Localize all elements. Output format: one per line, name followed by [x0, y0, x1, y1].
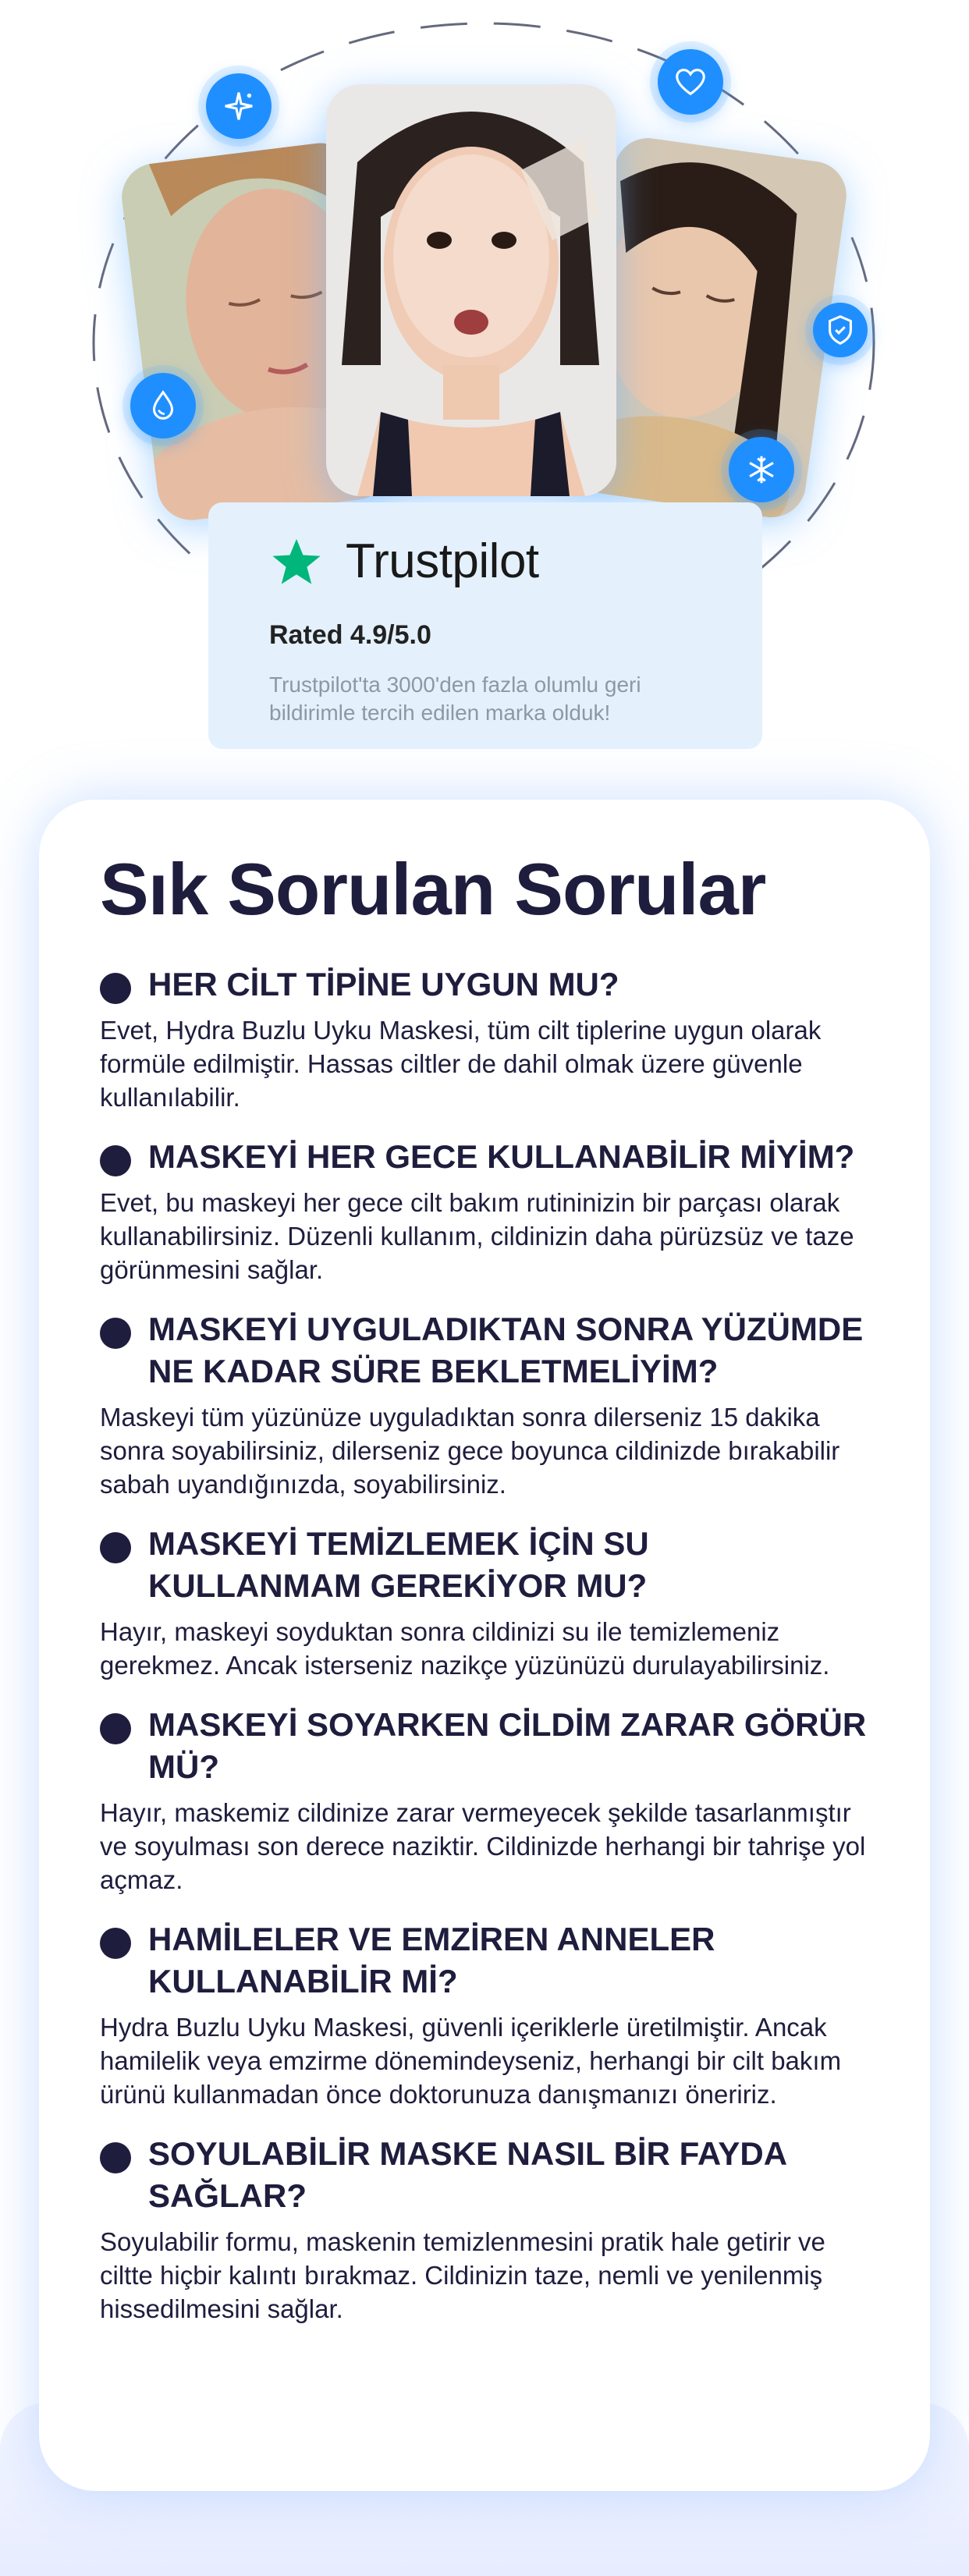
faq-answer: Maskeyi tüm yüzünüze uyguladıktan sonra dilerseniz 15 dakika sonra soyabilirsiniz, dilerseniz gece boyunca cildinizde bırakabilir sabah uyandığınızda, soyabilirsiniz. [100, 1403, 840, 1499]
faq-answer: Hayır, maskeyi soyduktan sonra cildinizi su ile temizlemeniz gerekmez. Ancak isterseniz nazikçe yüzünüzü durulayabilirsiniz. [100, 1617, 830, 1680]
faq-question-text: MASKEYİ HER GECE KULLANABİLİR MİYİM? [148, 1138, 855, 1175]
faq-answer: Hydra Buzlu Uyku Maskesi, güvenli içeriklerle üretilmiştir. Ancak hamilelik veya emzirme dönemindeyseniz, herhangi bir cilt bakım ürünü kullanmadan önce doktorunuza danışmanızı öneririz. [100, 2013, 842, 2109]
bullet-dot-icon [100, 1145, 131, 1176]
faq-question[interactable] [100, 1918, 869, 2003]
faq-answer: Evet, Hydra Buzlu Uyku Maskesi, tüm cilt tiplerine uygun olarak formüle edilmiştir. Hassas ciltler de dahil olmak üzere güvenle kullanılabilir. [100, 1016, 822, 1112]
trustpilot-rating: Rated 4.9/5.0 [269, 620, 431, 650]
faq-question-text: SOYULABİLİR MASKE NASIL BİR FAYDA SAĞLAR? [148, 2135, 786, 2214]
faq-question-text: MASKEYİ UYGULADIKTAN SONRA YÜZÜMDE NE KADAR SÜRE BEKLETMELİYİM? [148, 1311, 864, 1389]
trustpilot-description: Trustpilot'ta 3000'den fazla olumlu geri bildirimle tercih edilen marka olduk! [269, 672, 641, 725]
faq-question[interactable] [100, 963, 869, 1006]
model-photo-center [326, 84, 616, 496]
faq-item [100, 2133, 869, 2326]
faq-title: Sık Sorulan Sorular [100, 848, 766, 930]
trustpilot-header [269, 534, 701, 589]
faq-answer: Evet, bu maskeyi her gece cilt bakım rutininizin bir parçası olarak kullanabilirsiniz. Düzenli kullanım, cildinizin daha pürüzsüz ve taze görünmesini sağlar. [100, 1188, 854, 1284]
faq-item [100, 1918, 869, 2111]
trustpilot-card [208, 502, 762, 749]
faq-question[interactable] [100, 1523, 869, 1607]
faq-question-text: HAMİLELER VE EMZİREN ANNELER KULLANABİLİR Mİ? [148, 1921, 715, 1999]
faq-question[interactable] [100, 1136, 869, 1178]
heart-icon [658, 49, 723, 115]
faq-item [100, 1308, 869, 1501]
trustpilot-name: Trustpilot [346, 534, 539, 588]
faq-question[interactable] [100, 1308, 869, 1393]
faq-question-text: HER CİLT TİPİNE UYGUN MU? [148, 966, 619, 1002]
water-drop-icon [130, 373, 196, 438]
faq-item [100, 1523, 869, 1682]
hero-section [0, 0, 969, 765]
faq-item [100, 1704, 869, 1897]
snowflake-icon [729, 437, 794, 502]
faq-item [100, 1136, 869, 1286]
faq-item [100, 963, 869, 1114]
bullet-dot-icon [100, 1318, 131, 1349]
bullet-dot-icon [100, 1713, 131, 1744]
bullet-dot-icon [100, 1928, 131, 1959]
faq-question-text: MASKEYİ SOYARKEN CİLDİM ZARAR GÖRÜR MÜ? [148, 1706, 867, 1785]
faq-answer: Hayır, maskemiz cildinize zarar vermeyecek şekilde tasarlanmıştır ve soyulması son derece naziktir. Cildinizde herhangi bir tahrişe yol açmaz. [100, 1798, 866, 1894]
faq-question-text: MASKEYİ TEMİZLEMEK İÇİN SU KULLANMAM GEREKİYOR MU? [148, 1525, 649, 1604]
bullet-dot-icon [100, 1532, 131, 1563]
bullet-dot-icon [100, 2142, 131, 2173]
faq-question[interactable] [100, 1704, 869, 1788]
faq-card [39, 800, 930, 2491]
trustpilot-star-icon [269, 534, 324, 589]
faq-question[interactable] [100, 2133, 869, 2217]
faq-answer: Soyulabilir formu, maskenin temizlenmesini pratik hale getirir ve ciltte hiçbir kalıntı bırakmaz. Cildinizin taze, nemli ve yenilenmiş hissedilmesini sağlar. [100, 2227, 825, 2323]
shield-icon [813, 303, 868, 357]
bullet-dot-icon [100, 973, 131, 1004]
sparkle-icon [206, 73, 272, 139]
